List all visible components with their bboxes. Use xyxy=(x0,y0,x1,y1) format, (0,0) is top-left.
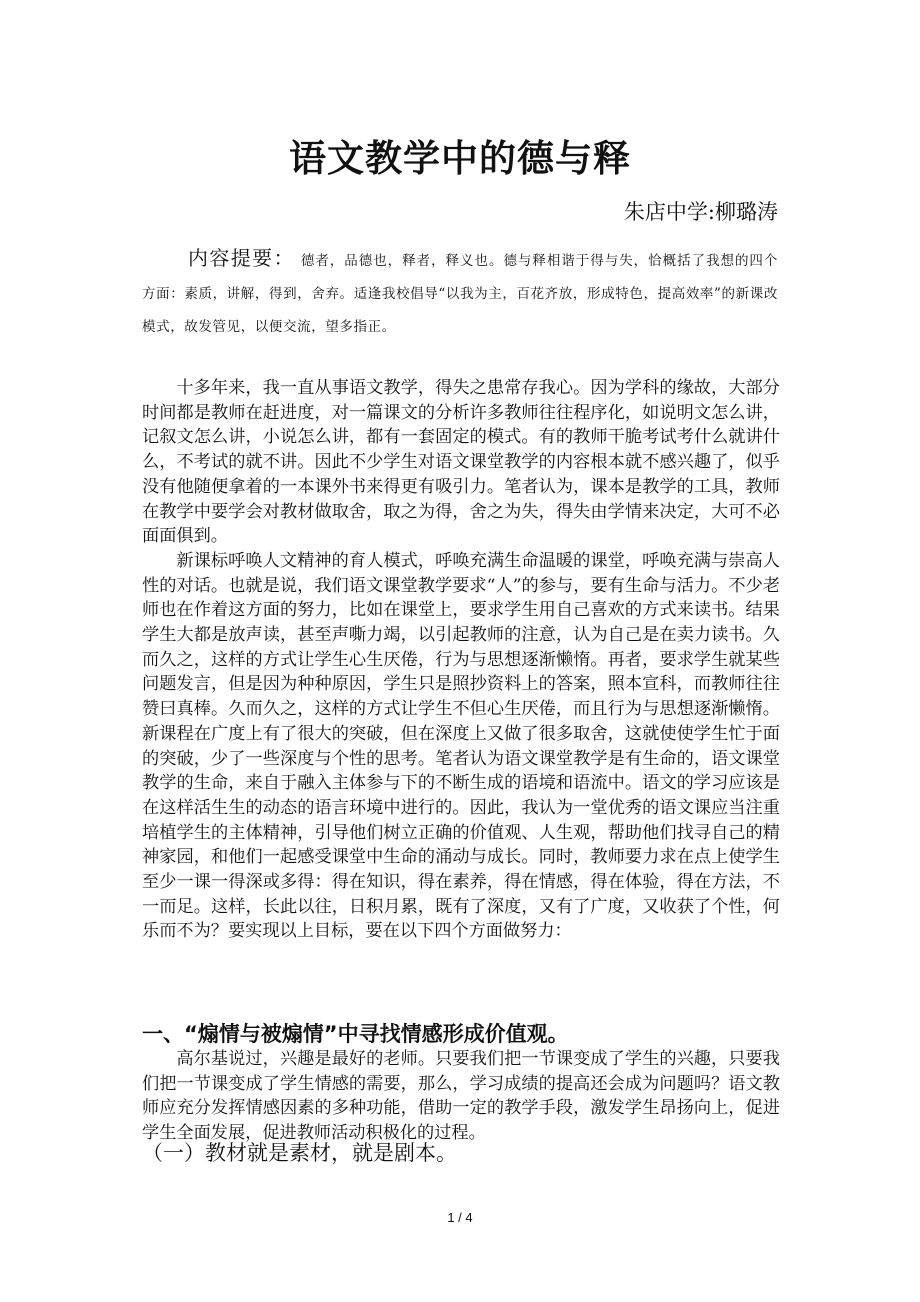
abstract xyxy=(142,242,778,344)
body-text xyxy=(142,376,780,944)
paragraph: 十多年来，我一直从事语文教学，得失之患常存我心。因为学科的缘故，大部分时间都是教师在赶进度，对一篇课文的分析许多教师往往程序化，如说明文怎么讲，记叙文怎么讲，小说怎么讲，都有一套固定的模式。有的教师干脆考试考什么就讲什么，不考试的就不讲。因此不少学生对语文课堂教学的内容根本就不感兴趣了，似乎没有他随便拿着的一本课外书来得更有吸引力。笔者认为，课本是教学的工具，教师在教学中要学会对教材做取舍，取之为得，舍之为失，得失由学情来决定，大可不必面面俱到。 xyxy=(142,378,780,547)
page-number: 1 / 4 xyxy=(447,1210,473,1225)
abstract-text: 德者，品德也，释者，释义也。德与释相谐于得与失，恰概括了我想的四个方面：素质，讲解，得到，舍弃。适逢我校倡导“以我为主，百花齐放，形成特色，提高效率”的新课改模式，故发管见，以便交流，望多指正。 xyxy=(142,253,778,335)
document-title: 语文教学中的德与释 xyxy=(289,137,631,180)
subsection-heading: （一）教材就是素材，就是剧本。 xyxy=(142,1141,457,1165)
author-line: 朱店中学:柳璐涛 xyxy=(623,200,778,224)
section-heading: 一、“煽情与被煽情”中寻找情感形成价值观。 xyxy=(142,1022,569,1046)
paragraph: 高尔基说过，兴趣是最好的老师。只要我们把一节课变成了学生的兴趣，只要我们把一节课变成了学生情感的需要，那么，学习成绩的提高还会成为问题吗？语文教师应充分发挥情感因素的多种功能，借助一定的教学手段，激发学生昂扬向上，促进学生全面发展，促进教师活动积极化的过程。 xyxy=(142,1049,780,1144)
abstract-label: 内容提要： xyxy=(188,246,295,270)
section-body xyxy=(142,1047,780,1146)
paragraph: 新课标呼唤人文精神的育人模式，呼唤充满生命温暖的课堂，呼唤充满与崇高人性的对话。也就是说，我们语文课堂教学要求“人”的参与，要有生命与活力。不少老师也在作着这方面的努力，比如在课堂上，要求学生用自己喜欢的方式来读书。结果学生大都是放声读，甚至声嘶力竭，以引起教师的注意，认为自己是在卖力读书。久而久之，这样的方式让学生心生厌倦，行为与思想逐渐懒惰。再者，要求学生就某些问题发言，但是因为种种原因，学生只是照抄资料上的答案，照本宣科，而教师往往赞曰真棒。久而久之，这样的方式让学生不但心生厌倦，而且行为与思想逐渐懒惰。新课程在广度上有了很大的突破，但在深度上又做了很多取舍，这就使使学生忙于面的突破，少了一些深度与个性的思考。笔者认为语文课堂教学是有生命的，语文课堂教学的生命，来自于融入主体参与下的不断生成的语境和语流中。语文的学习应该是在这样活生生的动态的语言环境中进行的。因此，我认为一堂优秀的语文课应当注重培植学生的主体精神，引导他们树立正确的价值观、人生观，帮助他们找寻自己的精神家园，和他们一起感受课堂中生命的涌动与成长。同时，教师要力求在点上使学生至少一课一得深或多得：得在知识，得在素养，得在情感，得在体验，得在方法，不一而足。这样，长此以往，日积月累，既有了深度，又有了广度，又收获了个性，何乐而不为？要实现以上目标，要在以下四个方面做努力： xyxy=(142,550,780,942)
